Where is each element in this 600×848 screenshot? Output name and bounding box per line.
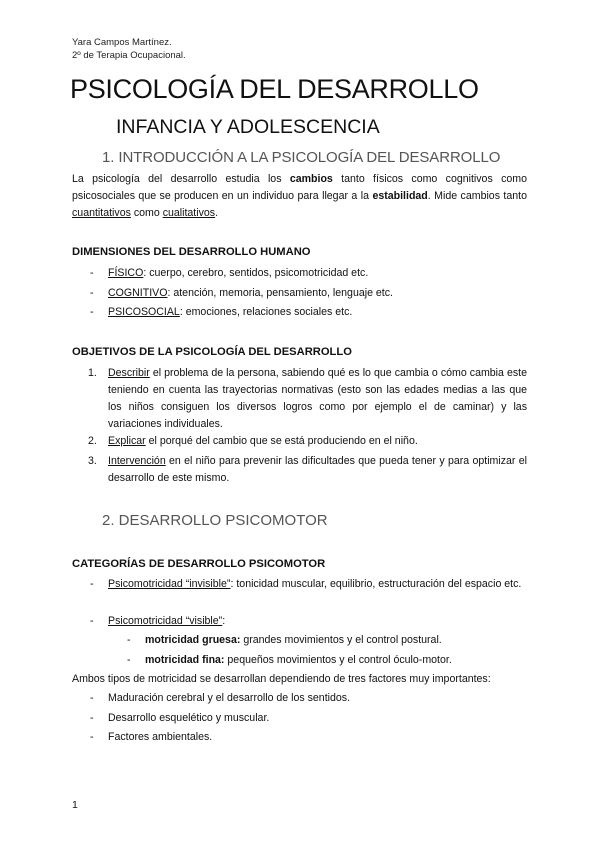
list-item: 2. Explicar el porqué del cambio que se está produciendo en el niño.	[88, 435, 418, 447]
list-item: - Desarrollo esquelético y muscular.	[90, 712, 270, 724]
list-item: - FÍSICO: cuerpo, cerebro, sentidos, psicomotricidad etc.	[90, 267, 369, 279]
section-2-heading: 2. DESARROLLO PSICOMOTOR	[102, 512, 328, 529]
sub-list-item: - motricidad gruesa: grandes movimientos y el control postural.	[127, 634, 442, 646]
list-item: - Maduración cerebral y el desarrollo de los sentidos.	[90, 692, 351, 704]
course-name: 2º de Terapia Ocupacional.	[72, 49, 186, 61]
document-subtitle: INFANCIA Y ADOLESCENCIA	[116, 116, 380, 138]
list-item: - Psicomotricidad “invisible”: tonicidad muscular, equilibrio, estructuración del espacio etc.	[90, 578, 522, 590]
page-header	[72, 37, 186, 62]
page-number: 1	[72, 799, 78, 811]
term-estabilidad: estabilidad	[372, 190, 428, 202]
term-cambios: cambios	[289, 173, 333, 185]
list-item: 1. Describir el problema de la persona, sabiendo qué es lo que cambia o cómo cambia este teniendo en cuenta las trayectorias normativas (esto son las edades medias a las que los niños consiguen los diversos logros como por ejemplo el de caminar) y las variaciones individuales.	[88, 367, 527, 430]
intro-paragraph: La psicología del desarrollo estudia los cambios tanto físicos como cognitivos como psicosociales que se producen en un individuo para llegar a la estabilidad. Mide cambios tanto cuantitativos como cualitativos.	[72, 173, 527, 219]
objectives-heading: OBJETIVOS DE LA PSICOLOGÍA DEL DESARROLLO	[72, 346, 352, 358]
term-cualitativos: cualitativos	[162, 207, 216, 219]
list-item: 3. Intervención en el niño para prevenir las dificultades que pueda tener y para optimizar el desarrollo de este mismo.	[88, 455, 527, 484]
list-item: - Psicomotricidad “visible”:	[90, 615, 226, 627]
list-item: - Factores ambientales.	[90, 731, 213, 743]
categories-heading: CATEGORÍAS DE DESARROLLO PSICOMOTOR	[72, 558, 326, 570]
sub-list-item: - motricidad fina: pequeños movimientos y el control óculo-motor.	[127, 654, 452, 666]
list-item: - PSICOSOCIAL: emociones, relaciones sociales etc.	[90, 306, 353, 318]
factors-intro: Ambos tipos de motricidad se desarrollan dependiendo de tres factores muy importantes:	[72, 673, 491, 685]
dimensions-heading: DIMENSIONES DEL DESARROLLO HUMANO	[72, 246, 311, 258]
author-name: Yara Campos Martínez.	[72, 37, 172, 48]
section-1-heading: 1. INTRODUCCIÓN A LA PSICOLOGÍA DEL DESARROLLO	[102, 149, 501, 166]
list-item: - COGNITIVO: atención, memoria, pensamiento, lenguaje etc.	[90, 287, 393, 299]
document-title: PSICOLOGÍA DEL DESARROLLO	[70, 74, 479, 104]
term-cuantitativos: cuantitativos	[72, 207, 131, 219]
